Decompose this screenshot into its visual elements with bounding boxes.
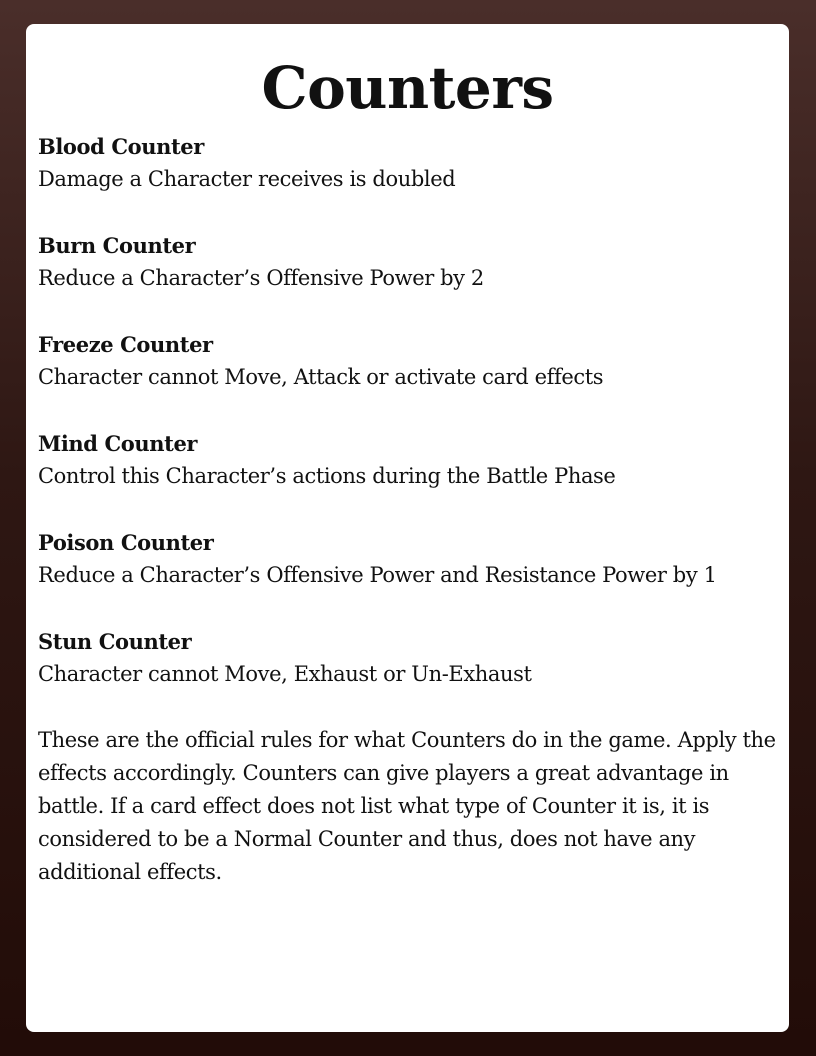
counter-description: Damage a Character receives is doubled bbox=[38, 167, 456, 191]
counter-entry-freeze bbox=[38, 328, 777, 394]
rules-card bbox=[26, 24, 789, 1032]
counter-name: Burn Counter bbox=[38, 233, 196, 258]
counter-description: Control this Character’s actions during the Battle Phase bbox=[38, 464, 616, 488]
counter-name: Freeze Counter bbox=[38, 332, 213, 357]
rules-note: These are the official rules for what Counters do in the game. Apply the effects accordingly. Counters can give players a great advantage in battle. If a card effect does not list what type of Counter it is, it is considered to be a Normal Counter and thus, does not have any additional effects. bbox=[38, 728, 776, 884]
counter-entry-stun bbox=[38, 625, 777, 691]
counter-description: Character cannot Move, Attack or activate card effects bbox=[38, 365, 604, 389]
counter-name: Poison Counter bbox=[38, 530, 214, 555]
page-title: Counters bbox=[261, 54, 554, 122]
counter-name: Mind Counter bbox=[38, 431, 198, 456]
counter-description: Reduce a Character’s Offensive Power and Resistance Power by 1 bbox=[38, 563, 717, 587]
counter-entry-blood bbox=[38, 130, 777, 196]
counter-list bbox=[38, 130, 777, 691]
counter-description: Reduce a Character’s Offensive Power by 2 bbox=[38, 266, 484, 290]
counter-name: Stun Counter bbox=[38, 629, 192, 654]
counter-description: Character cannot Move, Exhaust or Un-Exhaust bbox=[38, 662, 532, 686]
counter-entry-burn bbox=[38, 229, 777, 295]
counter-name: Blood Counter bbox=[38, 134, 204, 159]
counter-entry-mind bbox=[38, 427, 777, 493]
counter-entry-poison bbox=[38, 526, 777, 592]
